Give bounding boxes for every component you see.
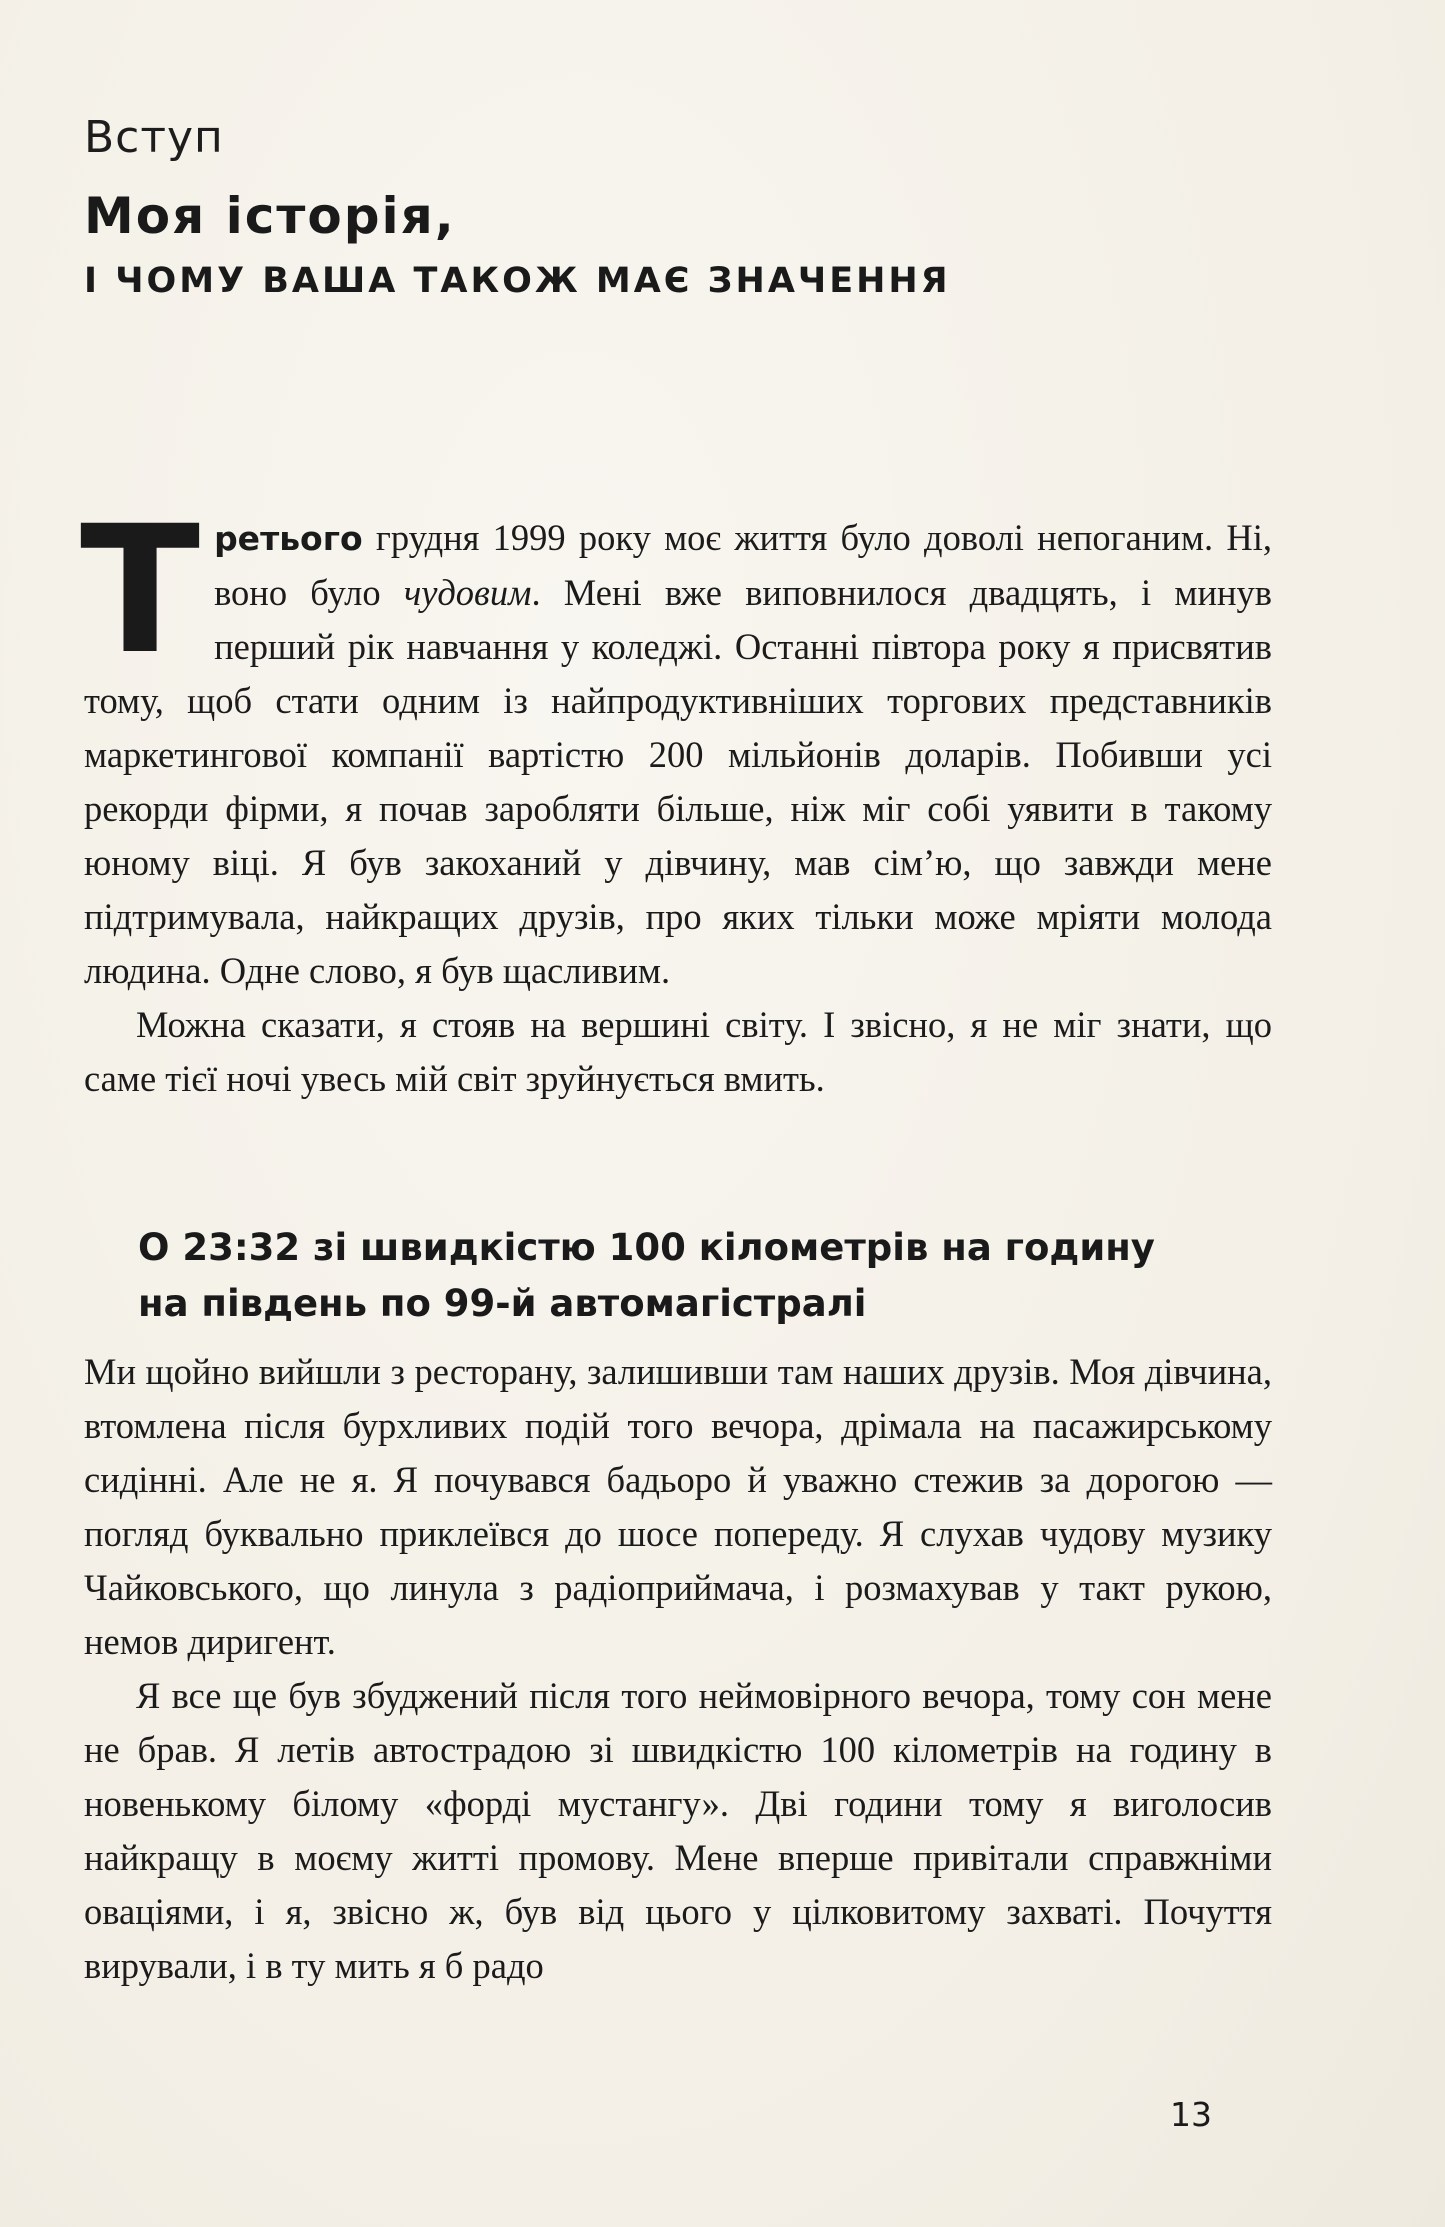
chapter-title [84,186,951,302]
chapter-title-line-2: І ЧОМУ ВАША ТАКОЖ МАЄ ЗНАЧЕННЯ [84,261,951,301]
subheading-line-1: О 23:32 зі швидкістю 100 кілометрів на годину [138,1226,1155,1269]
intro-text-part-2: . Мені вже виповнилося двадцять, і минув перший рік навчання у коледжі. Останні півтора року я присвятив тому, щоб стати одним із найпродуктивніших торгових представників маркетингової компанії вартістю 200 мільйонів доларів. Побивши усі рекорди фірми, я почав заробляти більше, ніж міг собі уявити в такому юному віці. Я був закоханий у дівчину, мав сім’ю, що завжди мене підтримувала, найкращих друзів, про яких тільки може мріяти молода людина. Одне слово, я був щасливим. [84,572,1273,991]
subheading [138,1220,1238,1332]
intro-text-part-1: грудня 1999 року моє життя було доволі непоганим. Ні, воно було [214,517,1272,613]
intro-paragraph-2: Можна сказати, я стояв на вершині світу. І звісно, я не міг знати, що саме тієї ночі увесь мій світ зруйнується вмить. [84,1004,1272,1099]
intro-text [80,488,1273,1106]
emphasis-word: чудовим [403,572,532,613]
subheading-line-2: на південь по 99-й автомагістралі [138,1282,867,1325]
page-number: 13 [1170,2095,1212,2134]
section-2-paragraph-1: Ми щойно вийшли з ресторану, залишивши там наших друзів. Моя дівчина, втомлена після бурхливих подій того вечора, дрімала на пасажирському сидінні. Але не я. Я почувався бадьоро й уважно стежив за дорогою — погляд буквально приклеївся до шосе попереду. Я слухав чудову музику Чайковського, що линула з радіоприймача, і розмахував у такт рукою, немов диригент. [84,1351,1272,1662]
lead-in-word: ретього [214,519,363,558]
section-2-text [84,1345,1272,1993]
intro-paragraph-1 [80,488,1273,998]
section-2-paragraph-2: Я все ще був збуджений після того неймовірного вечора, тому сон мене не брав. Я летів автострадою зі швидкістю 100 кілометрів на годину в новенькому білому «форді мустангу». Дві години тому я виголосив найкращу в моєму житті промову. Мене вперше привітали справжніми оваціями, і я, звісно ж, був від цього у цілковитому захваті. Почуття вирували, і в ту мить я б радо [84,1675,1272,1986]
chapter-title-line-1: Моя історія, [84,187,456,245]
drop-cap: Т [80,488,201,693]
section-label: Вступ [84,112,224,163]
